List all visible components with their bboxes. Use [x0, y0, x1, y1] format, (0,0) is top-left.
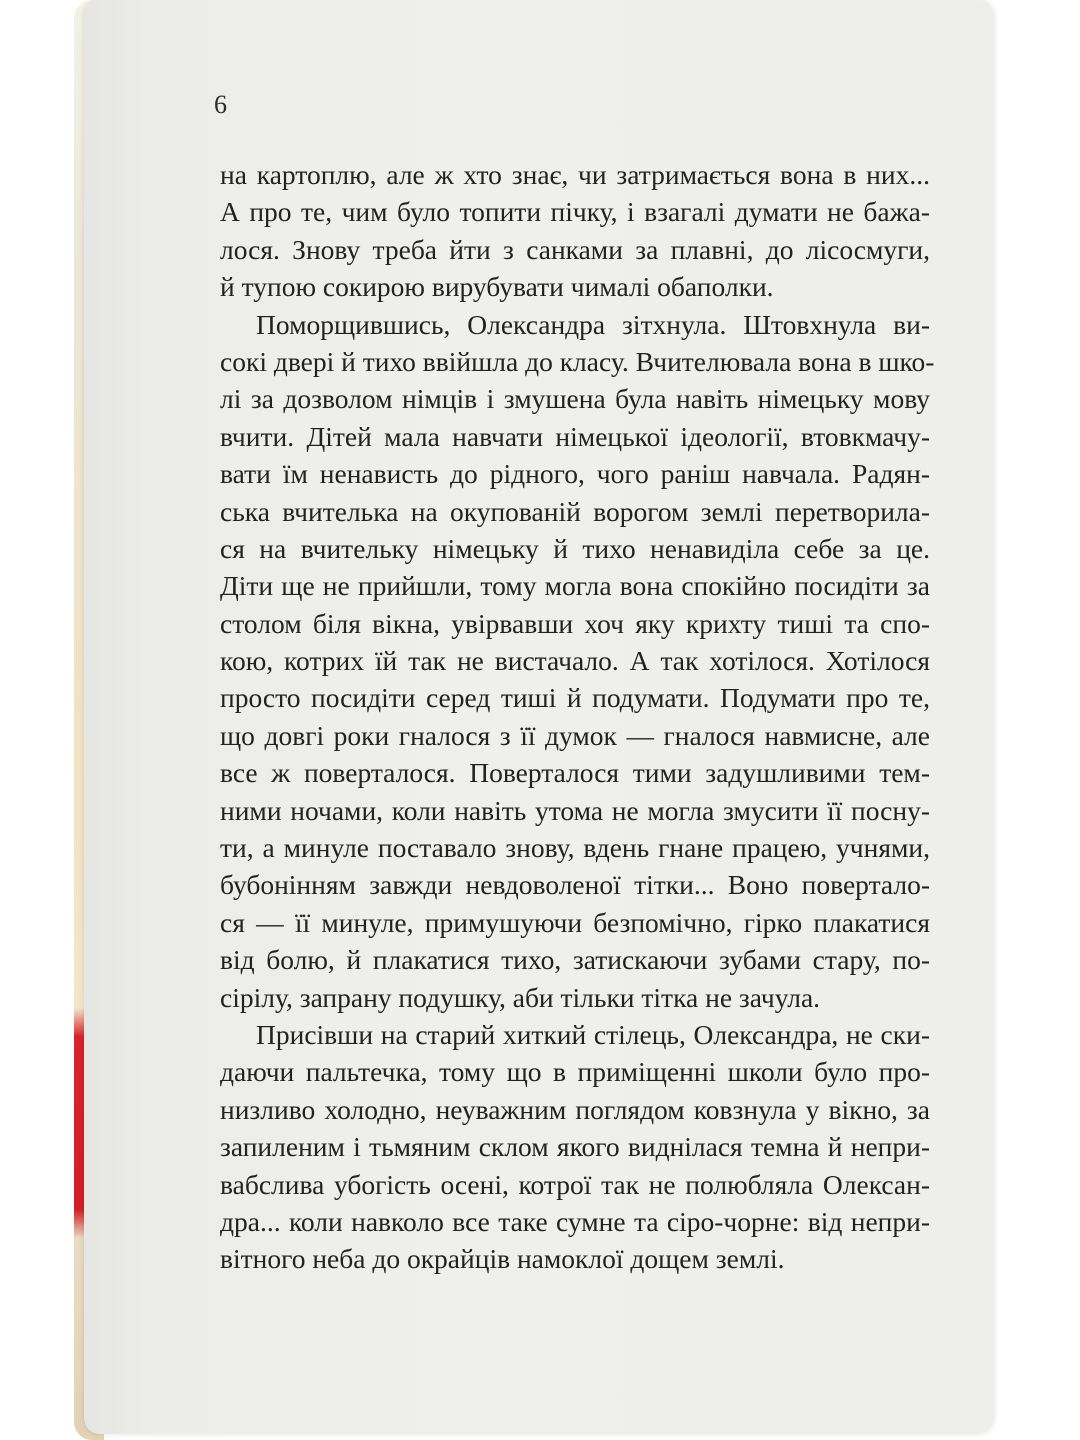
- page-number: 6: [214, 90, 227, 119]
- text-line: ти, а минуле поставало знову, вдень гнане працею, учнями,: [220, 832, 930, 864]
- text-line: вчити. Дітей мала навчати німецької ідеології, втовкмачу-: [220, 420, 930, 452]
- text-line: сірілу, запрану подушку, аби тільки тітка не зачула.: [220, 981, 821, 1013]
- text-line: ними ночами, коли навіть утома не могла змусити її посну-: [220, 794, 930, 826]
- text-line: Поморщившись, Олександра зітхнула. Штовхнула ви-: [256, 308, 930, 340]
- text-line: й тупою сокирою вирубувати чималі обаполки.: [220, 271, 774, 303]
- text-line: Присівши на старий хиткий стілець, Олександра, не ски-: [256, 1018, 930, 1050]
- text-line: ся — її минуле, примушуючи безпомічно, гірко плакатися: [220, 906, 930, 938]
- text-line: просто посидіти серед тиші й подумати. Подумати про те,: [220, 682, 930, 714]
- text-line: запиленим і тьмяним склом якого виднілася темна й непри-: [220, 1131, 930, 1163]
- text-line: сокі двері й тихо ввійшла до класу. Вчителювала вона в шко-: [220, 345, 935, 377]
- text-line: вати їм ненависть до рідного, чого раніш навчала. Радян-: [220, 458, 930, 490]
- text-line: даючи пальтечка, тому що в приміщенні школи було про-: [220, 1056, 930, 1088]
- text-line: А про те, чим було топити пічку, і взагалі думати не бажа-: [220, 196, 930, 228]
- text-line: Діти ще не прийшли, тому могла вона спокійно посидіти за: [220, 570, 930, 602]
- text-line: ся на вчительку німецьку й тихо ненавиділа себе за це.: [220, 532, 930, 564]
- book-page: [84, 0, 994, 1434]
- text-line: ська вчителька на окупованій ворогом землі перетворила-: [220, 495, 930, 527]
- text-line: кою, котрих їй так не вистачало. А так хотілося. Хотілося: [220, 645, 930, 677]
- text-line: вітного неба до окрайців намоклої дощем землі.: [220, 1243, 785, 1275]
- text-line: столом біля вікна, увірвавши хоч яку крихту тиші та спо-: [220, 607, 930, 639]
- text-line: бубонінням завжди невдоволеної тітки... Воно повертало-: [220, 869, 930, 901]
- text-line: вабслива убогість осені, котрої так не полюбляла Олексан-: [220, 1168, 930, 1200]
- text-line: низливо холодно, неуважним поглядом ковзнула у вікно, за: [220, 1093, 930, 1125]
- text-line: все ж поверталося. Поверталося тими задушливими тем-: [220, 757, 930, 789]
- text-line: лі за дозволом німців і змушена була навіть німецьку мову: [220, 383, 930, 415]
- text-line: на картоплю, але ж хто знає, чи затримається вона в них...: [220, 159, 930, 190]
- text-line: від болю, й плакатися тихо, затискаючи зубами стару, по-: [220, 944, 930, 976]
- text-line: що довгі роки гналося з її думок — гналося навмисне, але: [220, 719, 930, 751]
- text-line: лося. Знову треба йти з санками за плавні, до лісосмуги,: [220, 233, 930, 265]
- text-line: дра... коли навколо все таке сумне та сіро-чорне: від непри-: [220, 1205, 930, 1237]
- body-text: [220, 156, 935, 1278]
